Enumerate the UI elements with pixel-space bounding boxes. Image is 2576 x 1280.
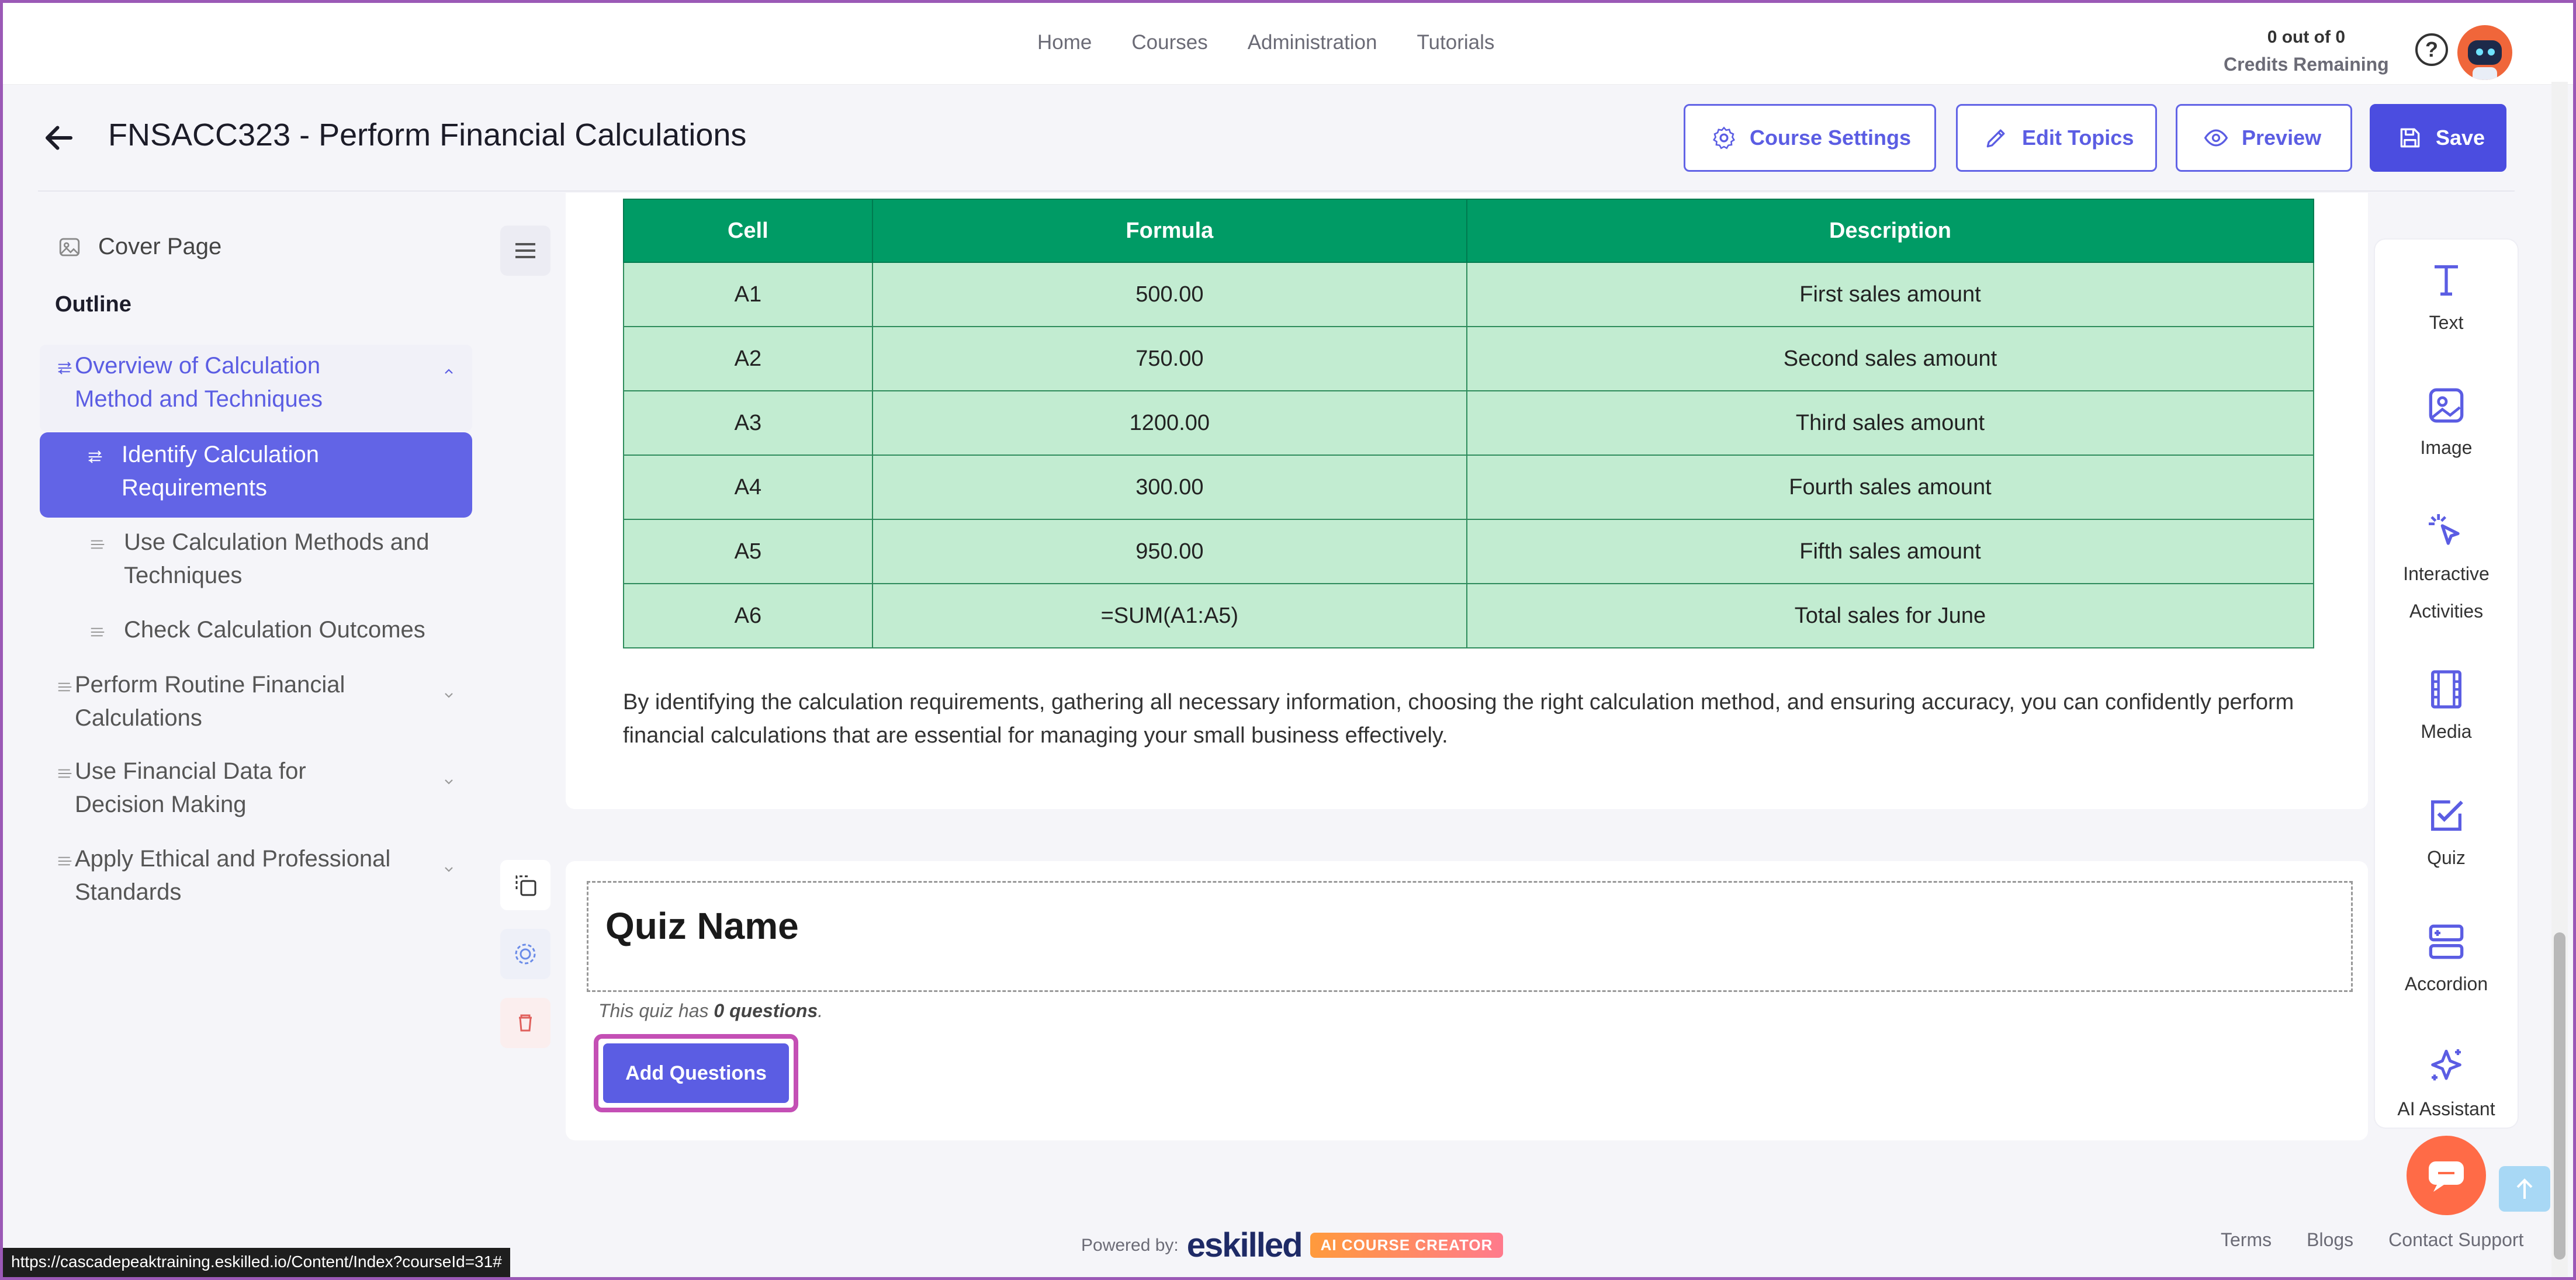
eskilled-logo: eskilled <box>1186 1226 1302 1264</box>
chevron-down-icon[interactable] <box>442 775 456 789</box>
table-cell: A4 <box>624 455 872 519</box>
browser-status-url: https://cascadepeaktraining.eskilled.io/Content/Index?courseId=31# <box>3 1248 510 1277</box>
credits-remaining <box>2224 24 2389 78</box>
chevron-down-icon[interactable] <box>442 688 456 702</box>
page-header <box>3 88 2573 193</box>
nav-tutorials[interactable]: Tutorials <box>1417 31 1495 54</box>
column-header: Formula <box>872 199 1467 262</box>
copy-icon <box>500 860 550 910</box>
summary-paragraph: By identifying the calculation requirements, gathering all necessary information, choosing the right calculation method, and ensuring accuracy, you can confidently perform financial calculations that are essential for managing your small business effectively. <box>623 690 2294 748</box>
formula-table <box>623 199 2314 648</box>
palette-text[interactable]: Text <box>2375 257 2518 341</box>
palette-interactive-activities[interactable]: Interactive Activities <box>2375 508 2518 630</box>
footer-contact-support-link[interactable]: Contact Support <box>2388 1229 2524 1250</box>
table-cell: A2 <box>624 327 872 391</box>
sidebar-item-ethical-standards[interactable] <box>40 842 472 913</box>
save-button[interactable] <box>2370 104 2506 172</box>
table-cell: 300.00 <box>872 455 1467 519</box>
robot-eye-icon <box>2488 48 2495 55</box>
reorder-icon <box>56 852 74 870</box>
column-header: Cell <box>624 199 872 262</box>
image-icon <box>57 235 82 259</box>
sparkles-icon <box>2423 1043 2470 1090</box>
chat-support-button[interactable] <box>2407 1136 2486 1215</box>
table-cell: Second sales amount <box>1467 327 2314 391</box>
powered-by-label: Powered by: <box>1081 1235 1179 1255</box>
nav-courses[interactable]: Courses <box>1131 31 1208 54</box>
preview-label: Preview <box>2242 126 2322 150</box>
column-header: Description <box>1467 199 2314 262</box>
reorder-icon <box>56 359 74 377</box>
sidebar-item-label: Check Calculation Outcomes <box>124 617 425 643</box>
footer-terms-link[interactable]: Terms <box>2221 1229 2272 1250</box>
hamburger-icon <box>500 226 550 276</box>
sidebar-item-label: Use Financial Data for Decision Making <box>75 758 306 817</box>
cover-page-label: Cover Page <box>98 234 222 259</box>
back-arrow-icon[interactable] <box>41 120 77 155</box>
chevron-down-icon[interactable] <box>442 862 456 876</box>
reorder-icon <box>89 536 106 553</box>
quiz-name[interactable]: Quiz Name <box>605 905 799 947</box>
sidebar-item-routine-calculations[interactable] <box>40 668 472 738</box>
palette-ai-assistant[interactable]: AI Assistant <box>2375 1043 2518 1128</box>
credits-label: Credits Remaining <box>2224 54 2389 75</box>
sidebar-item-label: Use Calculation Methods and Techniques <box>124 529 430 588</box>
robot-eye-icon <box>2476 48 2483 55</box>
table-cell: =SUM(A1:A5) <box>872 584 1467 648</box>
accordion-icon <box>2423 918 2470 965</box>
element-palette <box>2375 240 2518 1128</box>
table-header-row <box>624 199 2314 262</box>
sidebar-item-identify-requirements[interactable] <box>40 432 472 518</box>
table-row <box>624 262 2314 327</box>
floppy-disk-icon <box>2397 125 2423 151</box>
cover-page-link[interactable] <box>57 234 221 260</box>
palette-accordion[interactable]: Accordion <box>2375 918 2518 1003</box>
course-settings-label: Course Settings <box>1750 126 1912 150</box>
quiz-question-count: This quiz has 0 questions. <box>598 1000 823 1021</box>
table-cell: Fourth sales amount <box>1467 455 2314 519</box>
page-title: FNSACC323 - Perform Financial Calculations <box>108 117 747 152</box>
edit-topics-button[interactable] <box>1956 104 2157 172</box>
table-cell: A1 <box>624 262 872 327</box>
robot-face-icon <box>2468 40 2502 65</box>
powered-by <box>1081 1226 1503 1265</box>
palette-image[interactable]: Image <box>2375 382 2518 466</box>
outline-menu-button[interactable] <box>500 226 550 276</box>
table-cell: 1200.00 <box>872 391 1467 455</box>
eye-icon <box>2203 125 2229 151</box>
pencil-icon <box>1983 125 2009 151</box>
footer-blogs-link[interactable]: Blogs <box>2307 1229 2354 1250</box>
nav-administration[interactable]: Administration <box>1247 31 1377 54</box>
palette-quiz[interactable]: Quiz <box>2375 792 2518 876</box>
gear-icon <box>1711 125 1737 151</box>
trash-icon <box>500 998 550 1048</box>
sidebar-item-overview[interactable] <box>40 345 472 431</box>
sidebar-item-financial-data[interactable] <box>40 755 472 825</box>
table-cell: 500.00 <box>872 262 1467 327</box>
table-row <box>624 519 2314 584</box>
chat-bubble-icon <box>2407 1136 2486 1215</box>
sidebar-item-label: Perform Routine Financial Calculations <box>75 672 345 731</box>
sidebar-item-label: Apply Ethical and Professional Standards <box>75 846 391 905</box>
checkbox-icon <box>2423 792 2470 839</box>
table-cell: 950.00 <box>872 519 1467 584</box>
gear-icon <box>500 929 550 979</box>
block-settings-button[interactable] <box>500 929 550 979</box>
film-icon <box>2423 666 2470 713</box>
help-icon[interactable]: ? <box>2415 33 2448 66</box>
reorder-icon <box>89 623 106 641</box>
sidebar-item-label: Overview of Calculation Method and Techniques <box>75 353 323 412</box>
nav-home[interactable]: Home <box>1037 31 1092 54</box>
avatar[interactable] <box>2457 25 2512 80</box>
table-cell: 750.00 <box>872 327 1467 391</box>
image-icon <box>2423 382 2470 429</box>
arrow-up-icon <box>2499 1166 2550 1212</box>
reorder-icon <box>86 448 104 466</box>
add-questions-label: Add Questions <box>603 1043 789 1103</box>
table-cell: First sales amount <box>1467 262 2314 327</box>
scrollbar-thumb[interactable] <box>2554 932 2565 1260</box>
duplicate-button[interactable] <box>500 860 550 910</box>
table-cell: Total sales for June <box>1467 584 2314 648</box>
text-icon <box>2423 257 2470 304</box>
table-row <box>624 327 2314 391</box>
save-label: Save <box>2436 126 2485 150</box>
table-row <box>624 391 2314 455</box>
sidebar-item-check-outcomes[interactable] <box>40 613 472 648</box>
scroll-to-top-button[interactable] <box>2499 1166 2550 1212</box>
table-row <box>624 584 2314 648</box>
reorder-icon <box>56 765 74 782</box>
sidebar-item-label: Identify Calculation Requirements <box>122 442 319 501</box>
quiz-name-field[interactable] <box>587 881 2353 992</box>
table-row <box>624 455 2314 519</box>
delete-block-button[interactable] <box>500 998 550 1048</box>
sidebar-item-use-methods[interactable] <box>40 526 472 596</box>
table-cell: A6 <box>624 584 872 648</box>
top-nav <box>3 3 2573 85</box>
course-settings-button[interactable] <box>1684 104 1936 172</box>
outline-heading: Outline <box>55 292 131 317</box>
ai-course-creator-badge: AI COURSE CREATOR <box>1310 1233 1504 1258</box>
table-cell: A5 <box>624 519 872 584</box>
chevron-up-icon[interactable] <box>442 365 456 379</box>
cursor-click-icon <box>2423 508 2470 555</box>
header-divider <box>38 190 2515 192</box>
robot-body-icon <box>2473 67 2497 80</box>
add-questions-button[interactable] <box>594 1034 798 1112</box>
palette-media[interactable]: Media <box>2375 666 2518 750</box>
table-cell: A3 <box>624 391 872 455</box>
footer-links <box>2221 1229 2523 1251</box>
credits-count: 0 out of 0 <box>2267 27 2346 47</box>
edit-topics-label: Edit Topics <box>2022 126 2134 150</box>
table-cell: Third sales amount <box>1467 391 2314 455</box>
nav-links <box>1037 31 1494 54</box>
table-cell: Fifth sales amount <box>1467 519 2314 584</box>
reorder-icon <box>56 678 74 696</box>
preview-button[interactable] <box>2176 104 2352 172</box>
